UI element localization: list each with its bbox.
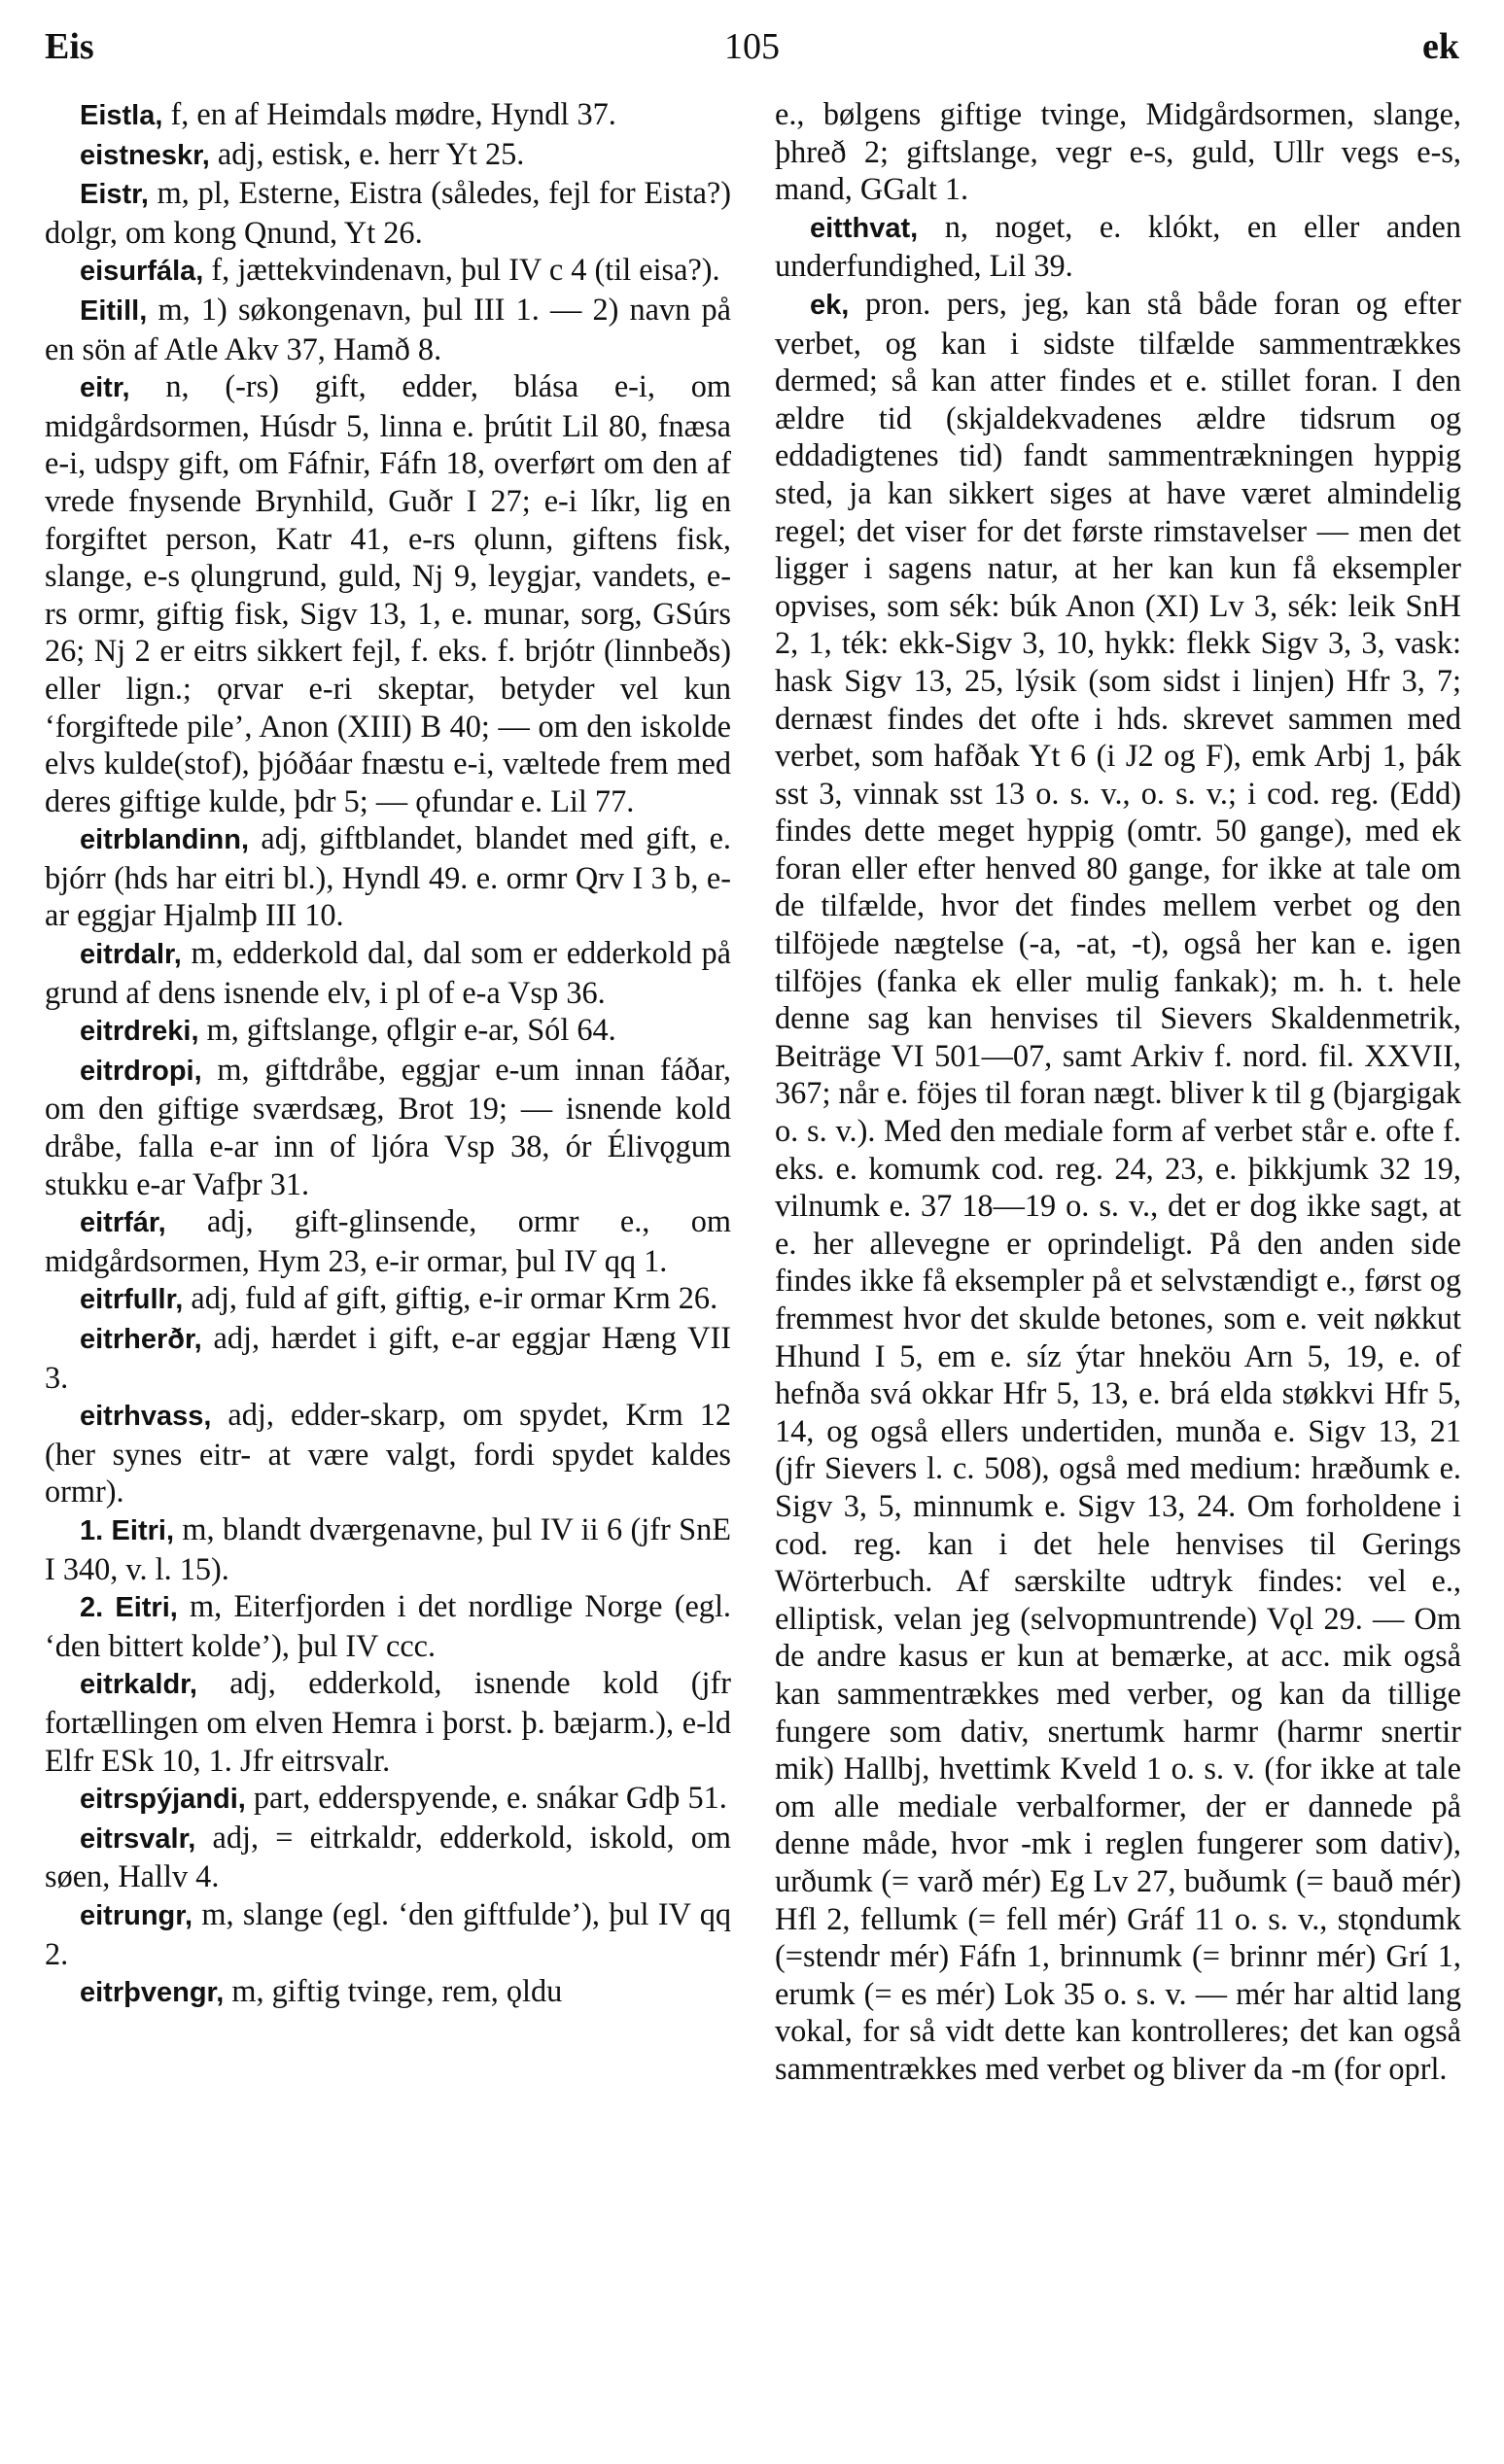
- entry-definition: f, jættekvindenavn, þul IV c 4 (til eisa?).: [203, 252, 720, 288]
- entry-definition: m, Eiterfjorden i det nordlige Norge (egl. ‘den bittert kolde’), þul IV ccc.: [45, 1588, 732, 1663]
- entry-headword: eitrþvengr,: [80, 1977, 225, 2009]
- dictionary-entry: [45, 1587, 731, 1664]
- entry-definition: part, edderspyende, e. snákar Gdþ 51.: [245, 1780, 727, 1816]
- entry-definition: m, edderkold dal, dal som er edderkold på grund af dens isnende elv, i pl of e-a Vsp 36.: [45, 935, 731, 1010]
- header-left-guide-word: Eis: [45, 26, 94, 67]
- dictionary-entry: [45, 95, 731, 135]
- dictionary-entry: [45, 1779, 731, 1819]
- entry-definition: m, pl, Esterne, Eistra (således, fejl for Eista?) dolgr, om kong Qnund, Yt 26.: [45, 175, 731, 250]
- dictionary-entry: [775, 285, 1461, 2088]
- entry-headword: eitrfár,: [80, 1207, 166, 1239]
- entry-definition: m, slange (egl. ‘den giftfulde’), þul IV qq 2.: [45, 1895, 731, 1971]
- entry-headword: Eistr,: [80, 179, 149, 211]
- dictionary-entry: [45, 1051, 731, 1202]
- entry-definition: m, blandt dværgenavne, þul IV ii 6 (jfr SnE I 340, v. l. 15).: [45, 1510, 731, 1586]
- entry-definition: adj, hærdet i gift, e-ar eggjar Hæng VII 3.: [45, 1320, 731, 1395]
- entry-definition: adj, edderkold, isnende kold (jfr fortællingen om elven Hemra i þorst. þ. bæjarm.), e-ld Elfr ESk 10, 1. Jfr eitrsvalr.: [45, 1665, 731, 1778]
- entry-definition: m, giftslange, ǫflgir e-ar, Sól 64.: [198, 1012, 616, 1048]
- dictionary-entry: [45, 1202, 731, 1279]
- dictionary-entry: [45, 1664, 731, 1779]
- entry-headword: eitr,: [80, 372, 130, 404]
- entry-headword: eitrfullr,: [80, 1284, 184, 1316]
- entry-definition: m, giftig tvinge, rem, ǫldu: [224, 1973, 563, 2009]
- entry-headword: eitrhvass,: [80, 1401, 212, 1433]
- entry-definition: n, noget, e. klókt, en eller anden underfundighed, Lil 39.: [775, 208, 1461, 284]
- dictionary-entry: [45, 1396, 731, 1510]
- entry-headword: eisurfála,: [80, 256, 204, 288]
- left-column: [45, 95, 731, 2012]
- entry-headword: ek,: [810, 289, 850, 321]
- entry-headword: eitthvat,: [810, 212, 919, 244]
- entry-headword: eitrkaldr,: [80, 1669, 197, 1701]
- dictionary-entry: [45, 1819, 731, 1895]
- dictionary-entry: [45, 1972, 731, 2012]
- entry-definition: n, (-rs) gift, edder, blása e-i, om midgårdsormen, Húsdr 5, linna e. þrútit Lil 80, fnæsa e-i, udspy gift, om Fáfnir, Fáfn 18, overført om den af vrede fnysende Brynhild, Guðr I 27; e-i líkr, lig en forgiftet person, Katr 41, e-rs ǫlunn, giftens fisk, slange, e-s ǫlungrund, guld, Nj 9, leygjar, vandets, e-rs ormr, giftig fisk, Sigv 13, 1, e. munar, sorg, GSúrs 26; Nj 2 er eitrs sikkert fejl, f. eks. f. brjótr (linnbeðs) eller lign.; ǫrvar e-ri skeptar, betyder vel kun ‘forgiftede pile’, Anon (XIII) B 40; — om den iskolde elvs kulde(stof), þjóðáar fnæstu e-i, væltede frem med deres giftige kulde, þdr 5; — ǫfundar e. Lil 77.: [45, 368, 731, 818]
- entry-headword: eitrdalr,: [80, 939, 182, 971]
- entry-headword: eistneskr,: [80, 139, 210, 171]
- entry-headword: eitrherðr,: [80, 1324, 202, 1355]
- entry-definition: m, 1) søkongenavn, þul III 1. — 2) navn på en sön af Atle Akv 37, Hamð 8.: [45, 291, 731, 366]
- entry-headword: eitrdreki,: [80, 1016, 199, 1048]
- entry-headword: 2. Eitri,: [80, 1592, 178, 1624]
- entry-definition: adj, gift-glinsende, ormr e., om midgårdsormen, Hym 23, e-ir ormar, þul IV qq 1.: [45, 1203, 731, 1278]
- entry-definition: e., bølgens giftige tvinge, Midgårdsormen, slange, þhreð 2; giftslange, vegr e-s, guld, Ullr vegs e-s, mand, GGalt 1.: [775, 96, 1461, 207]
- dictionary-entry: [45, 819, 731, 934]
- dictionary-entry: [775, 208, 1461, 285]
- entry-definition: adj, estisk, e. herr Yt 25.: [209, 135, 525, 171]
- entry-definition: adj, fuld af gift, giftig, e-ir ormar Krm 26.: [183, 1280, 718, 1316]
- entry-definition: adj, giftblandet, blandet med gift, e. bjórr (hds har eitri bl.), Hyndl 49. e. ormr Qrv I 3 b, e-ar eggjar Hjalmþ III 10.: [45, 820, 731, 933]
- entry-headword: 1. Eitri,: [80, 1514, 175, 1546]
- dictionary-entry: [45, 174, 731, 251]
- dictionary-entry: [45, 251, 731, 291]
- dictionary-entry: [45, 1510, 731, 1587]
- entry-definition: m, giftdråbe, eggjar e-um innan fáðar, om den giftige sværdsæg, Brot 19; — isnende kold dråbe, falla e-ar inn of ljóra Vsp 38, ór Élivǫgum stukku e-ar Vafþr 31.: [45, 1051, 731, 1201]
- entry-headword: eitrsvalr,: [80, 1822, 196, 1855]
- dictionary-entry: [45, 1279, 731, 1319]
- dictionary-entry: [45, 1895, 731, 1972]
- running-header: [45, 25, 1459, 74]
- entry-headword: Eitill,: [80, 295, 148, 327]
- entry-headword: Eistla,: [80, 100, 163, 131]
- dictionary-entry: [45, 367, 731, 819]
- right-column: [775, 95, 1461, 2087]
- entry-definition: pron. pers, jeg, kan stå både foran og efter verbet, og kan i sidste tilfælde sammentrækkes dermed; så kan atter findes et e. stillet foran. I den ældre tid (skjaldekvadenes ældre tidsrum og eddadigtenes tid) fandt sammentrækningen hyppig sted, ja kan sikkert siges at have været almindelig regel; det viser for det første rimstavelser — men det ligger i sagens natur, at her kan kun få eksempler opvises, som sék: búk Anon (XI) Lv 3, sék: leik SnH 2, 1, ték: ekk-Sigv 3, 10, hykk: flekk Sigv 3, 3, vask: hask Sigv 13, 25, lýsik (som sidst i linjen) Hfr 3, 7; dernæst findes det ofte i hds. skrevet sammen med verbet, som hafðak Yt 6 (i J2 og F), emk Arbj 1, þák sst 3, vinnak sst 13 o. s. v., o. s. v.; i cod. reg. (Edd) findes dette meget hyppig (omtr. 50 gange), med ek foran eller efter henved 80 gange, for ikke at tale om de tilfælde, hvor det findes mellem verbet og den tilföjede nægtelse (-a, -at, -t), også her kan e. igen tilföjes (fanka ek eller mulig fankak); m. h. t. hele denne sag kan henvises til Sievers Skaldenmetrik, Beiträge VI 501—07, samt Arkiv f. nord. fil. XXVII, 367; når e. föjes til foran nægt. bliver k til g (bjargigak o. s. v.). Med den mediale form af verbet står e. ofte f. eks. e. komumk cod. reg. 24, 23, e. þikkjumk 32 19, vilnumk e. 37 18—19 o. s. v., det er dog ikke sagt, at e. her allevegne er oprindeligt. På den anden side findes ikke få eksempler på et selvstændigt e., først og fremmest hvor det skulde betones, som e. veit nøkkut Hhund I 5, em e. síz ýtar hneköu Arn 5, 19, e. of hefnða svá okkar Hfr 5, 13, e. brá elda støkkvi Hfr 5, 14, og også ellers undertiden, munða e. Sigv 13, 21 (jfr Sievers l. c. 508), også med medium: hræðumk e. Sigv 3, 5, minnumk e. Sigv 13, 24. Om forholdene i cod. reg. kan i det hele henvises til Gerings Wörterbuch. Af særskilte udtryk findes: vel e., elliptisk, velan jeg (selvopmuntrende) Vǫl 29. — Om de andre kasus er kun at bemærke, at acc. mik også kan sammentrækkes med verber, og kan da tillige fungere som dativ, snertumk harmr (harmr snertir mik) Hallbj, hvettimk Kveld 1 o. s. v. (for ikke at tale om alle mediale verbalformer, der er dannede på denne måde, hvor -mk i reglen fungerer som dativ), urðumk (= varð mér) Eg Lv 27, buðumk (= bauð mér) Hfl 2, fellumk (= fell mér) Gráf 11 o. s. v., stǫndumk (=stendr mér) Fáfn 1, brinnumk (= brinnr mér) Grí 1, erumk (= es mér) Lok 35 o. s. v. — mér har altid lang vokal, for så vidt dette kan kontrolleres; det kan også sammentrækkes med verbet og bliver da -m (for oprl.: [775, 285, 1461, 2086]
- entry-definition: adj, = eitrkaldr, edderkold, iskold, om søen, Hallv 4.: [45, 1819, 731, 1894]
- dictionary-entry: [45, 1011, 731, 1051]
- dictionary-entry: [45, 1319, 731, 1396]
- entry-headword: eitrblandinn,: [80, 824, 249, 856]
- dictionary-entry: [45, 291, 731, 367]
- dictionary-entry: [775, 95, 1461, 208]
- page-number: 105: [724, 26, 780, 67]
- dictionary-entry: [45, 135, 731, 175]
- entry-headword: eitrdropi,: [80, 1055, 202, 1087]
- entry-headword: eitrspýjandi,: [80, 1784, 246, 1816]
- header-right-guide-word: ek: [1422, 26, 1459, 67]
- entry-definition: f, en af Heimdals mødre, Hyndl 37.: [162, 96, 616, 131]
- entry-definition: adj, edder-skarp, om spydet, Krm 12 (her synes eitr- at være valgt, fordi spydet kaldes ormr).: [45, 1397, 731, 1510]
- entry-headword: eitrungr,: [80, 1899, 193, 1931]
- dictionary-entry: [45, 934, 731, 1011]
